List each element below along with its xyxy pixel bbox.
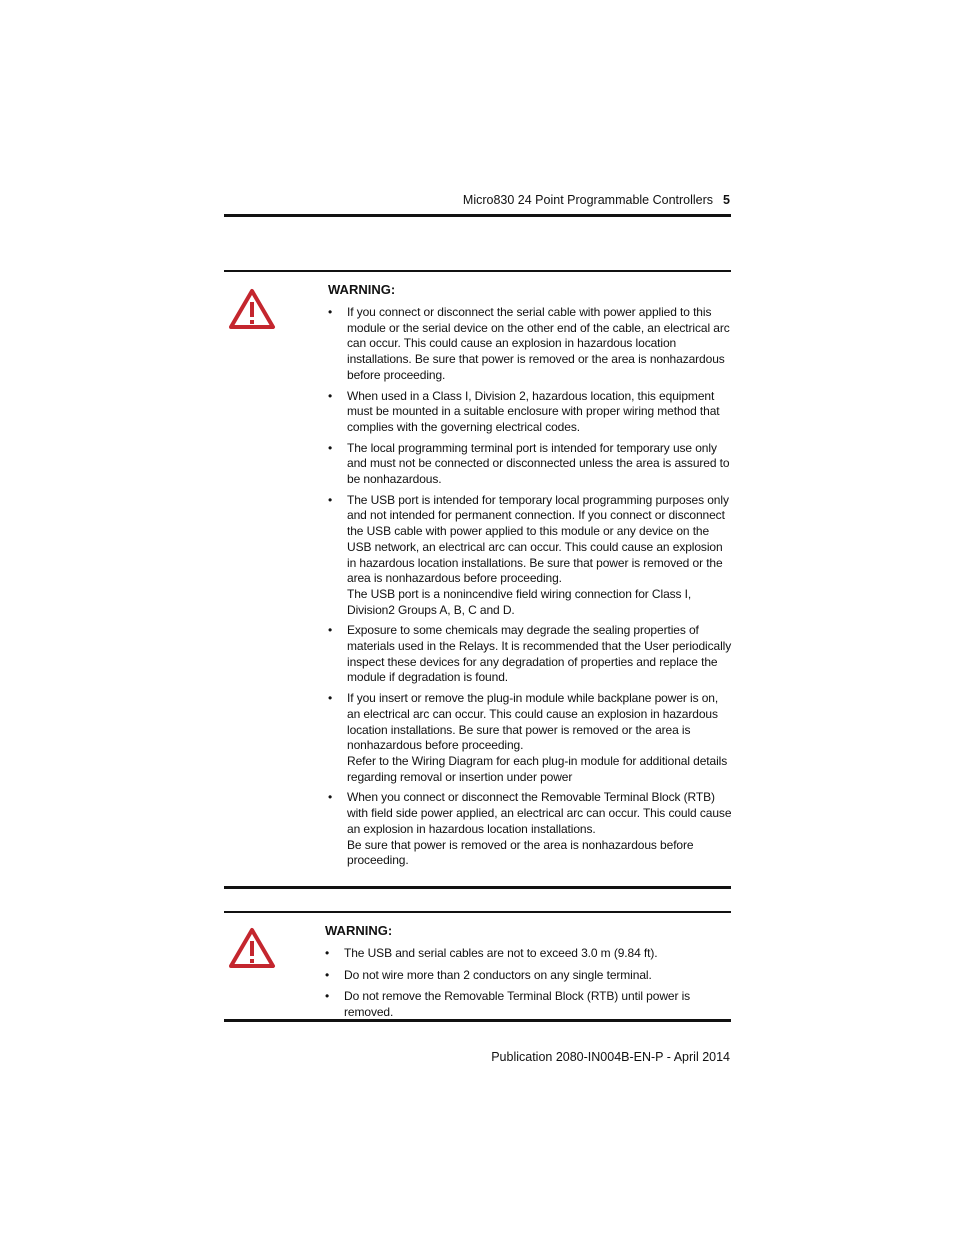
warning-list-item — [325, 968, 731, 984]
warning-list-item — [325, 989, 731, 1020]
warning2-list — [325, 946, 731, 1021]
warning-list-item — [328, 493, 732, 619]
page-number: 5 — [723, 193, 730, 207]
warning-list-item — [328, 389, 732, 436]
warning1-block — [328, 282, 732, 869]
warning-item-text: • If you insert or remove the plug-in module while backplane power is on, an electrical arc can occur. This could cause an explosion in hazardous location installations. Be sure that power is removed or the area is nonhazardous before proceeding. — [347, 691, 719, 753]
publication-footer: Publication 2080-IN004B-EN-P - April 2014 — [491, 1050, 730, 1064]
warning-item-text: Be sure that power is removed or the area is nonhazardous before proceeding. — [347, 837, 694, 868]
page-header — [224, 192, 730, 208]
warning1-top-rule — [224, 270, 731, 272]
warning-item-text: • The USB port is intended for temporary local programming purposes only and not intended for permanent connection. If you connect or disconnect the USB cable with power applied to this module or any device on the USB network, an electrical arc can occur. This could cause an explosion in hazardous location installations. Be sure that power is removed or the area is nonhazardous before proceeding. — [347, 492, 729, 586]
warning-item-text: • The USB and serial cables are not to exceed 3.0 m (9.84 ft). — [344, 946, 658, 960]
warning-list-item — [328, 623, 732, 686]
warning-list-item — [328, 790, 732, 869]
warning2-bottom-rule — [224, 1019, 731, 1022]
document-title: Micro830 24 Point Programmable Controllers — [462, 193, 714, 207]
warning1-bottom-rule — [224, 886, 731, 889]
warning-item-text: • If you connect or disconnect the serial cable with power applied to this module or the serial device on the other end of the cable, an electrical arc can occur. This could cause an explosion in hazardous location installations. Be sure that power is removed or the area is nonhazardous before proceeding. — [347, 305, 730, 382]
warning1-title: WARNING: — [328, 282, 396, 297]
warning-list-item — [328, 691, 732, 785]
warning-item-text: • When you connect or disconnect the Removable Terminal Block (RTB) with field side power applied, an electrical arc can occur. This could cause an explosion in hazardous location installations. — [347, 790, 732, 836]
warning2-block — [325, 923, 731, 1021]
warning-item-text: Refer to the Wiring Diagram for each plug-in module for additional details regarding removal or insertion under power — [347, 753, 728, 784]
warning2-top-rule — [224, 911, 731, 913]
warning-item-text: • The local programming terminal port is intended for temporary use only and must not be connected or disconnected unless the area is assured to be nonhazardous. — [347, 440, 730, 487]
warning-item-text: • Do not wire more than 2 conductors on any single terminal. — [344, 967, 652, 982]
warning1-list — [328, 305, 732, 869]
warning-item-text: • Do not remove the Removable Terminal Block (RTB) until power is removed. — [344, 989, 691, 1020]
warning-list-item — [328, 305, 732, 384]
warning-list-item — [328, 441, 732, 488]
warning2-title: WARNING: — [325, 923, 393, 938]
header-divider — [224, 214, 731, 217]
warning-list-item — [325, 946, 731, 962]
warning-item-text: The USB port is a nonincendive field wiring connection for Class I, Division2 Groups A, B, C and D. — [347, 586, 692, 617]
warning-item-text: • Exposure to some chemicals may degrade the sealing properties of materials used in the Relays. It is recommended that the User periodically inspect these devices for any degradation of properties and replace the module if degradation is found. — [347, 623, 732, 685]
warning-item-text: • When used in a Class I, Division 2, hazardous location, this equipment must be mounted in a suitable enclosure with proper wiring method that complies with the governing electrical codes. — [347, 388, 720, 434]
warning-triangle-icon — [227, 926, 277, 970]
warning-triangle-icon — [227, 287, 277, 331]
